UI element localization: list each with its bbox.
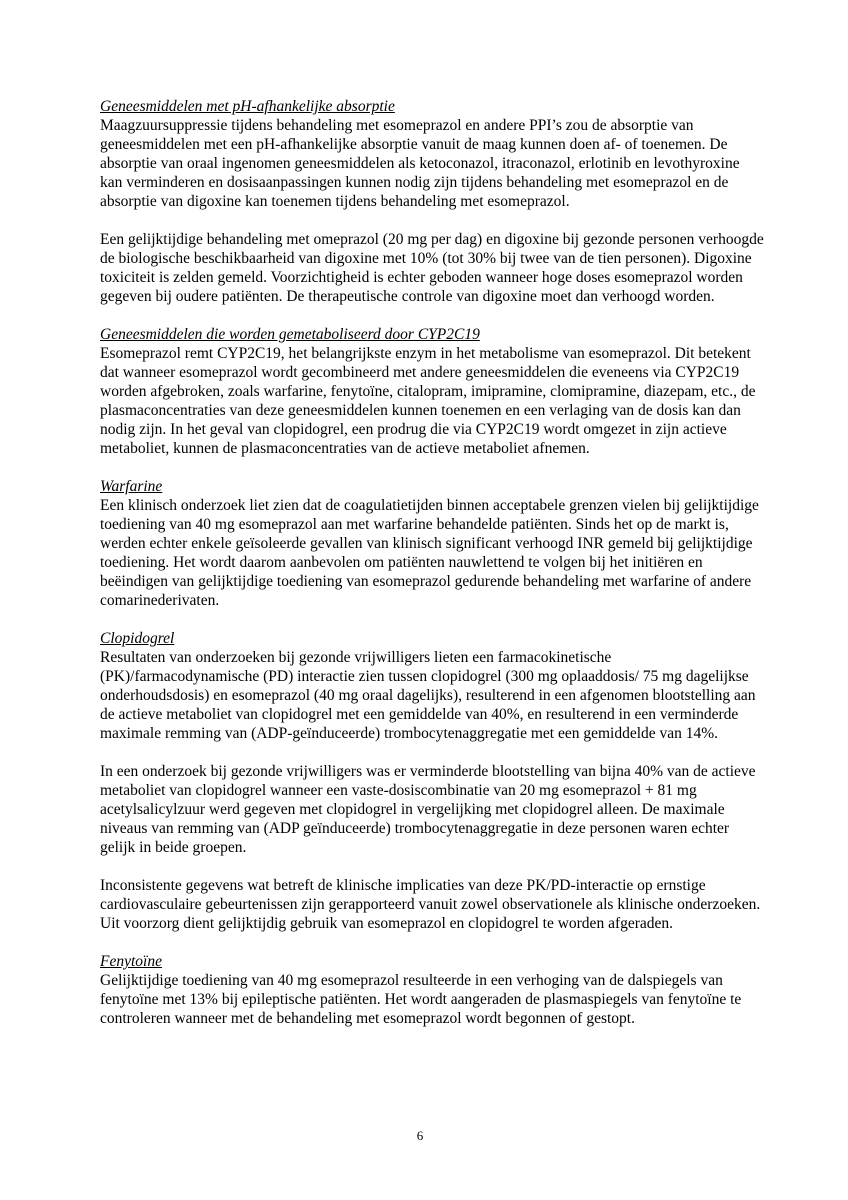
paragraph: In een onderzoek bij gezonde vrijwilligers was er verminderde blootstelling van bijna 40% van de actieve metaboliet van clopidogrel wanneer een vaste-dosiscombinatie van 20 mg esomeprazol + 81 mg acetylsalicylzuur werd gegeven met clopidogrel in vergelijking met clopidogrel alleen. De maximale niveaus van remming van (ADP geïnduceerde) trombocytenaggregatie in deze personen waren echter gelijk in beide groepen. bbox=[100, 763, 756, 856]
section-heading: Clopidogrel bbox=[100, 630, 175, 647]
section-heading: Geneesmiddelen met pH-afhankelijke absorptie bbox=[100, 98, 395, 115]
paragraph: Esomeprazol remt CYP2C19, het belangrijkste enzym in het metabolisme van esomeprazol. Dit betekent dat wanneer esomeprazol wordt gecombineerd met andere geneesmiddelen die eveneens via CYP2C19 worden afgebroken, zoals warfarine, fenytoïne, citalopram, imipramine, clomipramine, diazepam, etc., de plasmaconcentraties van deze geneesmiddelen kunnen toenemen en een verlaging van de dosis kan dan nodig zijn. In het geval van clopidogrel, een prodrug die via CYP2C19 wordt omgezet in zijn actieve metaboliet, kunnen de plasmaconcentraties van de actieve metaboliet afnemen. bbox=[100, 345, 756, 457]
page-footer bbox=[0, 1128, 840, 1143]
section-heading: Fenytoïne bbox=[100, 953, 162, 970]
section-clopidogrel bbox=[100, 629, 764, 933]
paragraph: Maagzuursuppressie tijdens behandeling met esomeprazol en andere PPI’s zou de absorptie van geneesmiddelen met een pH-afhankelijke absorptie vanuit de maag kunnen doen af- of toenemen. De absorptie van oraal ingenomen geneesmiddelen als ketoconazol, itraconazol, erlotinib en levothyroxine kan verminderen en dosisaanpassingen kunnen nodig zijn tijdens behandeling met esomeprazol en de absorptie van digoxine kan toenemen tijdens behandeling met esomeprazol. bbox=[100, 117, 740, 210]
page-number: 6 bbox=[416, 1128, 424, 1143]
section-heading: Geneesmiddelen die worden gemetaboliseerd door CYP2C19 bbox=[100, 326, 480, 343]
section-heading: Warfarine bbox=[100, 478, 163, 495]
page-content bbox=[100, 97, 764, 1047]
section-fenytoine bbox=[100, 952, 764, 1028]
section-cyp2c19 bbox=[100, 325, 764, 458]
paragraph: Gelijktijdige toediening van 40 mg esomeprazol resulteerde in een verhoging van de dalspiegels van fenytoïne met 13% bij epileptische patiënten. Het wordt aangeraden de plasmaspiegels van fenytoïne te controleren wanneer met de behandeling met esomeprazol wordt begonnen of gestopt. bbox=[100, 972, 742, 1027]
section-warfarine bbox=[100, 477, 764, 610]
paragraph: Een klinisch onderzoek liet zien dat de coagulatietijden binnen acceptabele grenzen vielen bij gelijktijdige toediening van 40 mg esomeprazol aan met warfarine behandelde patiënten. Sinds het op de markt is, werden echter enkele geïsoleerde gevallen van klinisch significant verhoogd INR gemeld bij gelijktijdige toediening. Het wordt daarom aanbevolen om patiënten nauwlettend te volgen bij het initiëren en beëindigen van gelijktijdige toediening van esomeprazol gedurende behandeling met warfarine of andere comarinederivaten. bbox=[100, 497, 759, 609]
paragraph: Een gelijktijdige behandeling met omeprazol (20 mg per dag) en digoxine bij gezonde personen verhoogde de biologische beschikbaarheid van digoxine met 10% (tot 30% bij twee van de tien personen). Digoxine toxiciteit is zelden gemeld. Voorzichtigheid is echter geboden wanneer hoge doses esomeprazol worden gegeven bij oudere patiënten. De therapeutische controle van digoxine moet dan verhoogd worden. bbox=[100, 231, 764, 305]
paragraph: Inconsistente gegevens wat betreft de klinische implicaties van deze PK/PD-interactie op ernstige cardiovasculaire gebeurtenissen zijn gerapporteerd vanuit zowel observationele als klinische onderzoeken. Uit voorzorg dient gelijktijdig gebruik van esomeprazol en clopidogrel te worden afgeraden. bbox=[100, 877, 761, 932]
section-ph-afhankelijke-absorptie bbox=[100, 97, 764, 306]
paragraph: Resultaten van onderzoeken bij gezonde vrijwilligers lieten een farmacokinetische (PK)/farmacodynamische (PD) interactie zien tussen clopidogrel (300 mg oplaaddosis/ 75 mg dagelijkse onderhoudsdosis) en esomeprazol (40 mg oraal dagelijks), resulterend in een afgenomen blootstelling aan de actieve metaboliet van clopidogrel met een gemiddelde van 40%, en resulterend in een verminderde maximale remming van (ADP-geïnduceerde) trombocytenaggregatie met een gemiddelde van 14%. bbox=[100, 649, 756, 742]
